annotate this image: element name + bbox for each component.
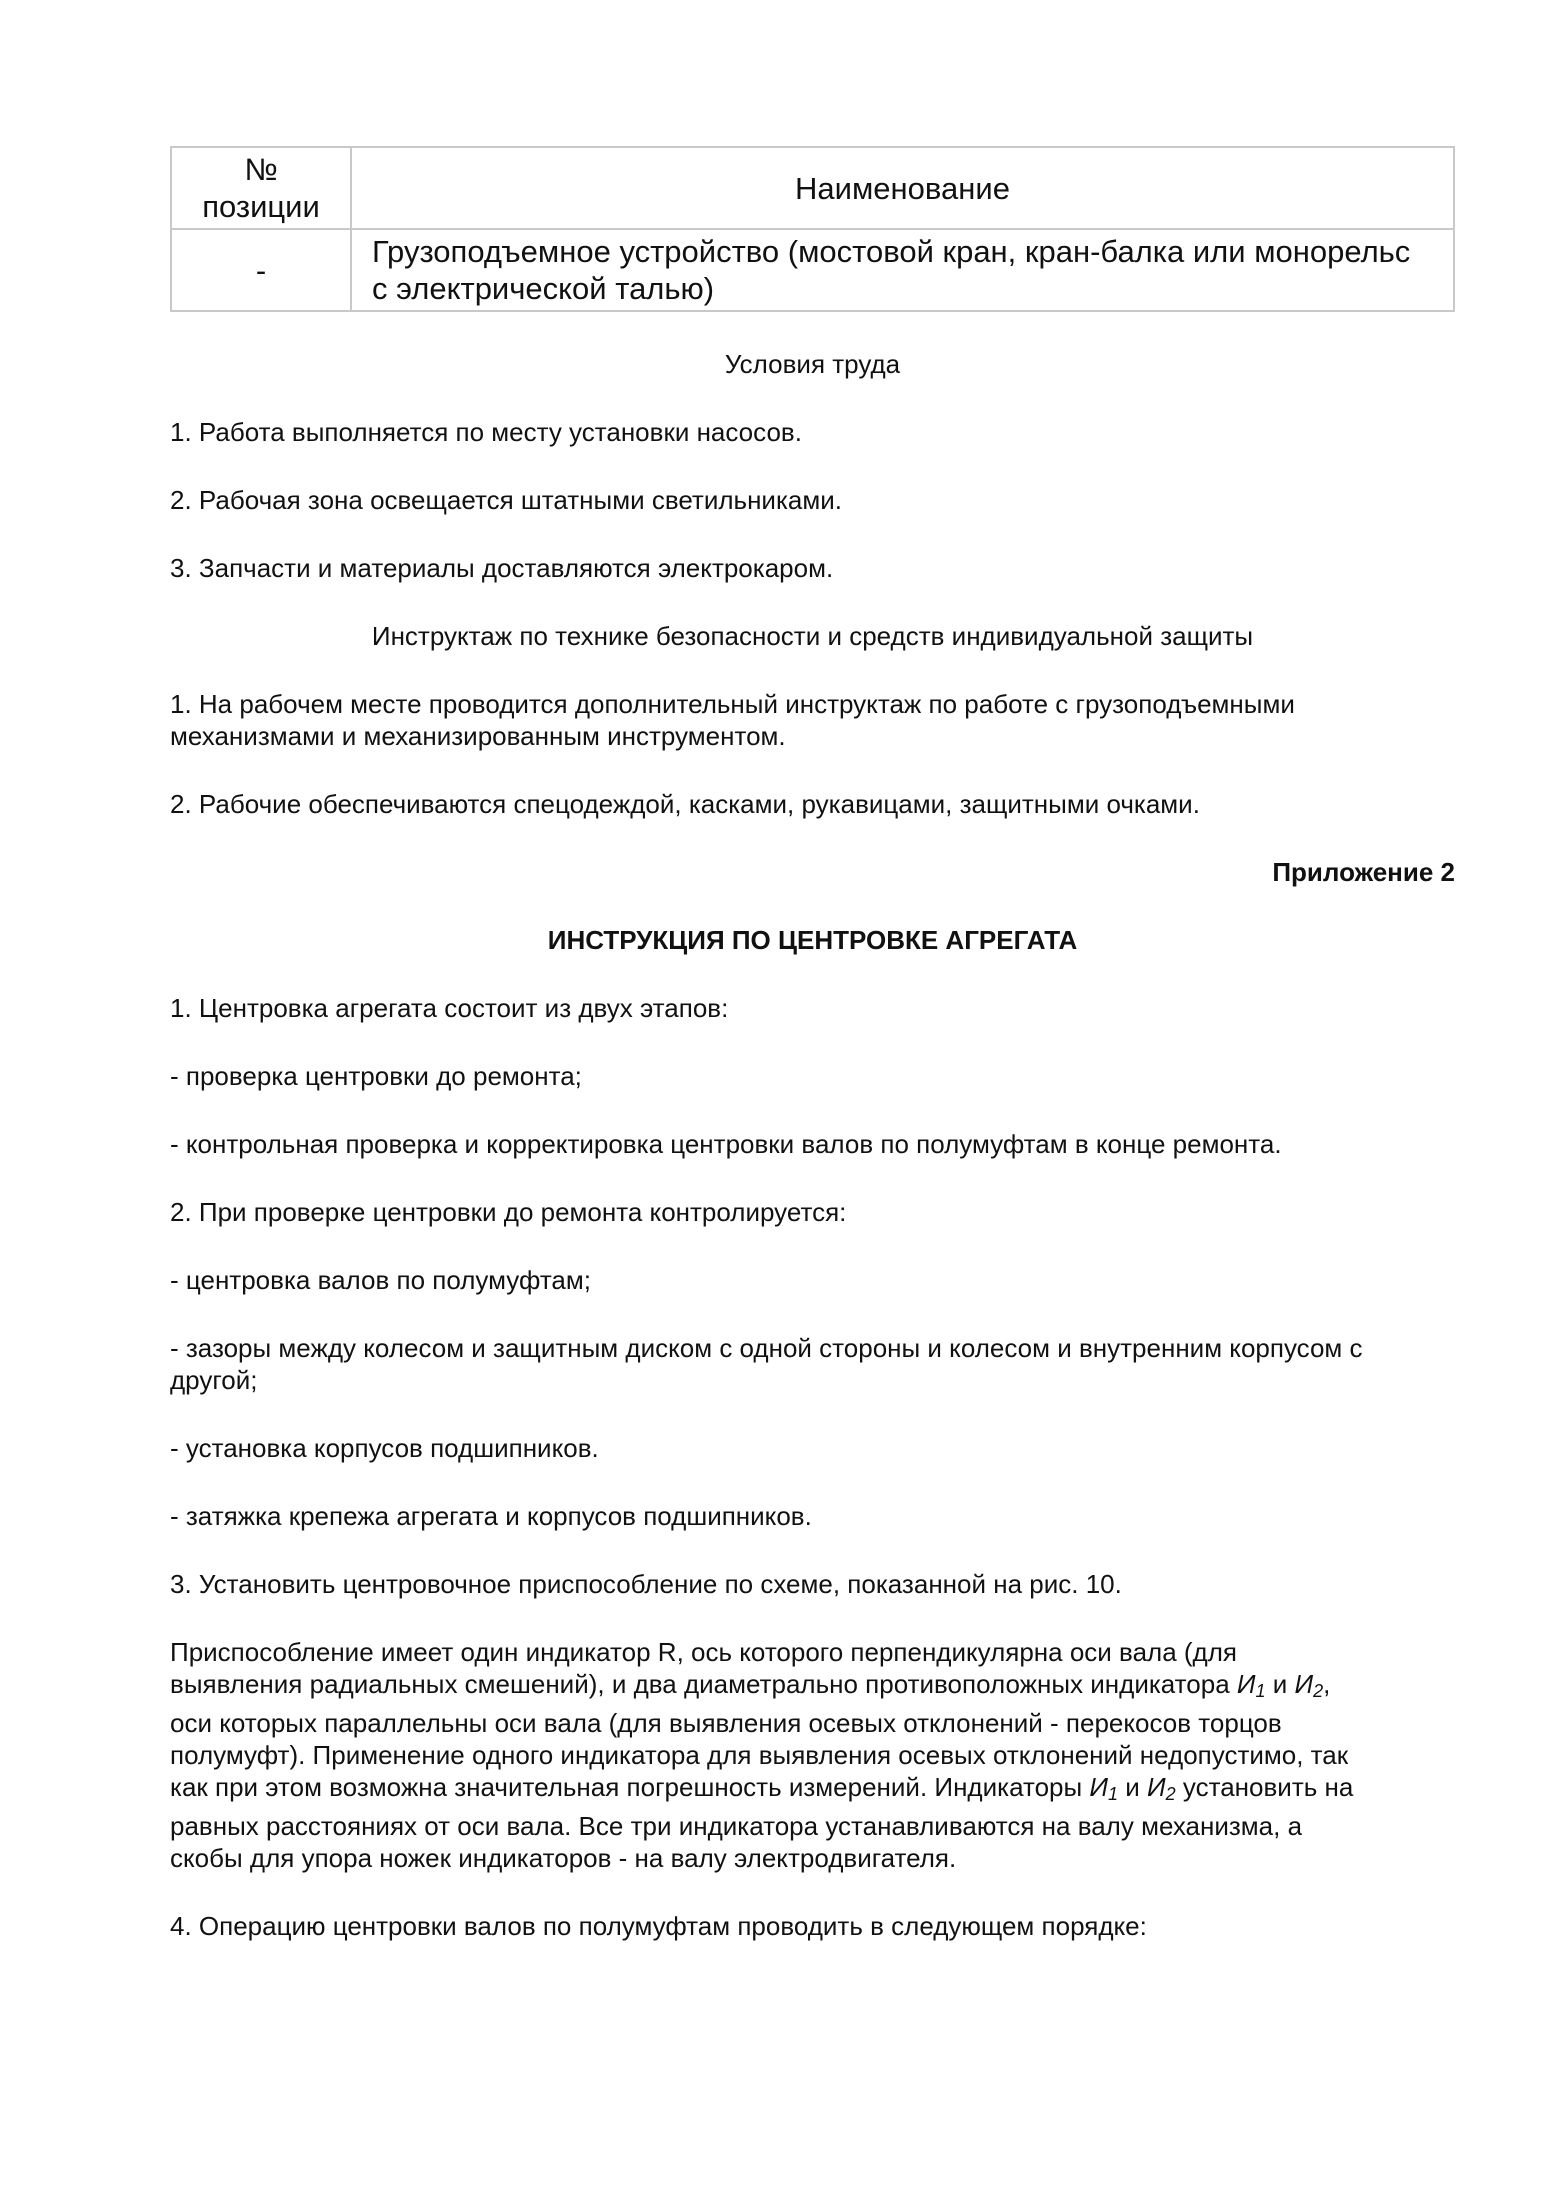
paragraph: - затяжка крепежа агрегата и корпусов подшипников. xyxy=(170,1501,812,1531)
paragraph: - проверка центровки до ремонта; xyxy=(170,1061,582,1091)
header-num-symbol: № xyxy=(244,152,278,187)
name-cell-line: Грузоподъемное устройство (мостовой кран, кран-балка или монорельс xyxy=(372,234,1411,269)
safety-briefing-title: Инструктаж по технике безопасности и средств индивидуальной защиты xyxy=(371,621,1254,651)
paragraph-line: - зазоры между колесом и защитным диском с одной стороны и колесом и внутренним корпусом с xyxy=(170,1333,1363,1363)
working-conditions-item: 1. Работа выполняется по месту установки насосов. xyxy=(170,417,802,447)
paragraph-line xyxy=(170,1668,1455,1707)
indicator-subscript: 1 xyxy=(1255,1681,1266,1701)
paragraph: 2. При проверке центровки до ремонта контролируется: xyxy=(170,1197,847,1227)
paragraph: - центровка валов по полумуфтам; xyxy=(170,1265,591,1295)
indicator-symbol: И xyxy=(1236,1669,1256,1699)
paragraph xyxy=(170,1332,1455,1396)
position-number-header xyxy=(171,147,351,229)
indicator-subscript: 1 xyxy=(1108,1784,1119,1804)
text-span: как при этом возможна значительная погрешность измерений. Индикаторы xyxy=(170,1772,1090,1802)
paragraph: - контрольная проверка и корректировка центровки валов по полумуфтам в конце ремонта. xyxy=(170,1129,1282,1159)
indicator-subscript: 2 xyxy=(1165,1784,1176,1804)
paragraph-line: оси которых параллельны оси вала (для выявления осевых отклонений - перекосов торцов xyxy=(170,1708,1282,1738)
safety-briefing-item xyxy=(170,688,1455,752)
paragraph: 4. Операцию центровки валов по полумуфтам проводить в следующем порядке: xyxy=(170,1911,1147,1941)
working-conditions-item: 2. Рабочая зона освещается штатными светильниками. xyxy=(170,485,842,515)
indicator-subscript: 2 xyxy=(1313,1681,1324,1701)
safety-briefing-item: 2. Рабочие обеспечиваются спецодеждой, касками, рукавицами, защитными очками. xyxy=(170,789,1200,819)
text-span: и xyxy=(1118,1772,1148,1802)
safety-briefing-line: 1. На рабочем месте проводится дополнительный инструктаж по работе с грузоподъемными xyxy=(170,689,1295,719)
working-conditions-title: Условия труда xyxy=(724,349,901,379)
paragraph: 3. Установить центровочное приспособление по схеме, показанной на рис. 10. xyxy=(170,1569,1122,1599)
indicator-symbol: И xyxy=(1147,1772,1166,1802)
safety-briefing-line: механизмами и механизированным инструментом. xyxy=(170,721,786,751)
device-description-paragraph xyxy=(170,1636,1455,1874)
table-header-row xyxy=(171,147,1454,229)
position-number-cell: - xyxy=(171,229,351,311)
paragraph-line: скобы для упора ножек индикаторов - на валу электродвигателя. xyxy=(170,1843,957,1873)
text-span: и xyxy=(1265,1669,1295,1699)
text-span: установить на xyxy=(1175,1772,1354,1802)
name-header: Наименование xyxy=(351,147,1454,229)
paragraph-line: равных расстояниях от оси вала. Все три индикатора устанавливаются на валу механизма, а xyxy=(170,1811,1303,1841)
working-conditions-item: 3. Запчасти и материалы доставляются электрокаром. xyxy=(170,553,834,583)
appendix-label: Приложение 2 xyxy=(1272,857,1455,887)
header-num-label: позиции xyxy=(202,189,320,224)
paragraph: - установка корпусов подшипников. xyxy=(170,1433,599,1463)
text-span: выявления радиальных смешений), и два диаметрально противоположных индикатора xyxy=(170,1669,1237,1699)
name-cell xyxy=(351,229,1454,311)
paragraph-line xyxy=(170,1771,1455,1810)
paragraph: 1. Центровка агрегата состоит из двух этапов: xyxy=(170,993,729,1023)
equipment-table xyxy=(170,146,1455,312)
text-span: , xyxy=(1323,1669,1331,1699)
indicator-symbol: И xyxy=(1294,1669,1314,1699)
instruction-title: ИНСТРУКЦИЯ ПО ЦЕНТРОВКЕ АГРЕГАТА xyxy=(547,925,1078,955)
document-page xyxy=(170,146,1455,1942)
paragraph-line: полумуфт). Применение одного индикатора для выявления осевых отклонений недопустимо, так xyxy=(170,1740,1349,1770)
table-row xyxy=(171,229,1454,311)
paragraph-line: другой; xyxy=(170,1365,258,1395)
name-cell-line: с электрической талью) xyxy=(372,271,715,306)
indicator-symbol: И xyxy=(1089,1772,1109,1802)
paragraph-line: Приспособление имеет один индикатор R, ось которого перпендикулярна оси вала (для xyxy=(170,1637,1237,1667)
